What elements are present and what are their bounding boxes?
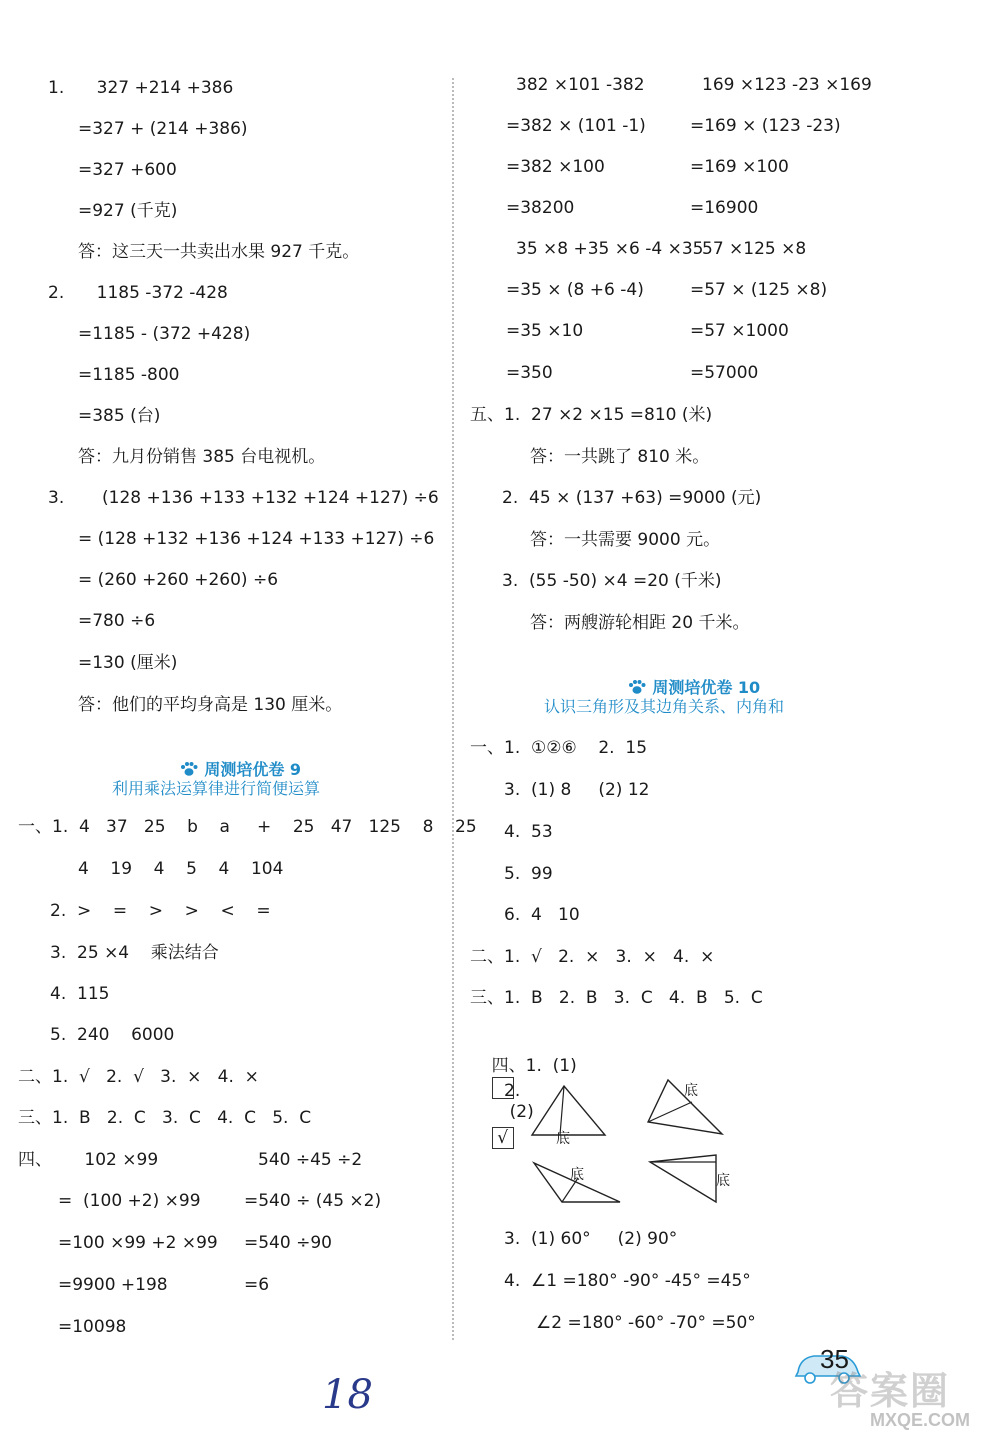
answer-line: =927 (千克) (78, 201, 178, 221)
answer-line: 二、1. √ 2. √ 3. × 4. × (18, 1067, 259, 1087)
answer-line: 4. ∠1 =180° -90° -45° =45° (504, 1271, 751, 1291)
answer-line: 答：一共需要 9000 元。 (530, 530, 721, 550)
paw-icon (180, 761, 198, 777)
answer-line: 540 ÷45 ÷2 (258, 1150, 363, 1170)
watermark-url: MXQE.COM (870, 1410, 971, 1430)
answer-line: 3. 25 ×4 乘法结合 (50, 943, 219, 963)
watermark: 答案圈 (830, 1369, 951, 1413)
answer-line: =327 + (214 +386) (78, 119, 248, 139)
answer-line: 答：这三天一共卖出水果 927 千克。 (78, 242, 360, 262)
answer-line: 答：九月份销售 385 台电视机。 (78, 447, 326, 467)
answer-line: 382 ×101 -382 (516, 75, 645, 95)
answer-line: 四、 102 ×99 (18, 1150, 159, 1170)
answer-line: 3. (55 -50) ×4 =20 (千米) (502, 571, 722, 591)
section-title-text: 周测培优卷 10 (652, 678, 761, 697)
base-label: 底 (716, 1173, 730, 1189)
answer-line: =540 ÷90 (244, 1233, 332, 1253)
answer-line: =57 × (125 ×8) (690, 280, 828, 300)
section-subtitle: 认识三角形及其边角关系、内角和 (544, 697, 785, 716)
answer-line: 2. 45 × (137 +63) =9000 (元) (502, 488, 762, 508)
check-mark: √ (497, 1128, 509, 1148)
checked-box (492, 1127, 514, 1149)
answer-line: 三、1. B 2. B 3. C 4. B 5. C (470, 988, 763, 1008)
section-title-text: 周测培优卷 9 (204, 760, 302, 779)
answer-line: =382 ×100 (506, 157, 605, 177)
answer-line: =169 × (123 -23) (690, 116, 841, 136)
answer-line: 5. 99 (504, 864, 553, 884)
answer-line: =169 ×100 (690, 157, 789, 177)
base-label: 底 (684, 1083, 698, 1099)
answer-line: =10098 (58, 1317, 127, 1337)
answer-line: = (100 +2) ×99 (58, 1191, 201, 1211)
answer-line: 1. 327 +214 +386 (48, 78, 234, 98)
section-subtitle: 利用乘法运算律进行简便运算 (112, 779, 321, 798)
answer-line: 3. (1) 8 (2) 12 (504, 780, 650, 800)
q4-prefix: 四、1. (1) (491, 1056, 577, 1076)
answer-line: 4. 53 (504, 822, 553, 842)
answer-line: 3. (1) 60° (2) 90° (504, 1229, 678, 1249)
answer-line: =38200 (506, 198, 575, 218)
answer-line: 一、1. ①②⑥ 2. 15 (470, 738, 648, 758)
answer-line: 三、1. B 2. C 3. C 4. C 5. C (18, 1108, 312, 1128)
paw-icon (628, 679, 646, 695)
answer-line: 2. (504, 1081, 521, 1101)
answer-line: 6. 4 10 (504, 905, 580, 925)
page-number: 35 (820, 1344, 849, 1374)
q4-mid: (2) (509, 1102, 534, 1122)
answer-line: 五、1. 27 ×2 ×15 =810 (米) (470, 405, 713, 425)
answer-line: 答：一共跳了 810 米。 (530, 447, 710, 467)
answer-line: 5. 240 6000 (50, 1025, 175, 1045)
answer-line: =6 (244, 1275, 270, 1295)
answer-line: =130 (厘米) (78, 653, 178, 673)
answer-line: =1185 -800 (78, 365, 180, 385)
answer-line: 二、1. √ 2. × 3. × 4. × (470, 947, 715, 967)
answer-line: 答：两艘游轮相距 20 千米。 (530, 613, 750, 633)
triangle-figure-1 (520, 1078, 620, 1148)
answer-line: =9900 +198 (58, 1275, 168, 1295)
answer-line: 3. (128 +136 +133 +132 +124 +127) ÷6 (48, 488, 439, 508)
answer-line: 答：他们的平均身高是 130 厘米。 (78, 695, 343, 715)
answer-line: =100 ×99 +2 ×99 (58, 1233, 218, 1253)
answer-line: 4. 115 (50, 984, 110, 1004)
answer-line: = (128 +132 +136 +124 +133 +127) ÷6 (78, 529, 435, 549)
answer-line: 一、1. 4 37 25 b a + 25 47 125 8 25 (18, 817, 477, 837)
answer-line: = (260 +260 +260) ÷6 (78, 570, 279, 590)
answer-line: 4 19 4 5 4 104 (78, 859, 284, 879)
answer-line: =57 ×1000 (690, 321, 789, 341)
column-divider (452, 78, 454, 1340)
base-label: 底 (556, 1131, 570, 1147)
answer-line: =16900 (690, 198, 759, 218)
answer-line: =540 ÷ (45 ×2) (244, 1191, 382, 1211)
answer-line: 35 ×8 +35 ×6 -4 ×35 (516, 239, 704, 259)
answer-line: =35 ×10 (506, 321, 584, 341)
answer-line: 57 ×125 ×8 (702, 239, 807, 259)
answer-line: =385 (台) (78, 406, 161, 426)
answer-line: 2. 1185 -372 -428 (48, 283, 228, 303)
answer-line: ∠2 =180° -60° -70° =50° (536, 1313, 756, 1333)
base-label: 底 (570, 1167, 584, 1183)
answer-line: =35 × (8 +6 -4) (506, 280, 644, 300)
handwritten-number: 18 (322, 1372, 373, 1418)
answer-line: =382 × (101 -1) (506, 116, 646, 136)
answer-line: =327 +600 (78, 160, 177, 180)
answer-line: =350 (506, 363, 553, 383)
answer-line: 169 ×123 -23 ×169 (702, 75, 872, 95)
answer-line: =1185 - (372 +428) (78, 324, 251, 344)
answer-line: 2. > = > > < = (50, 901, 271, 921)
answer-line: =780 ÷6 (78, 611, 156, 631)
answer-line: =57000 (690, 363, 759, 383)
